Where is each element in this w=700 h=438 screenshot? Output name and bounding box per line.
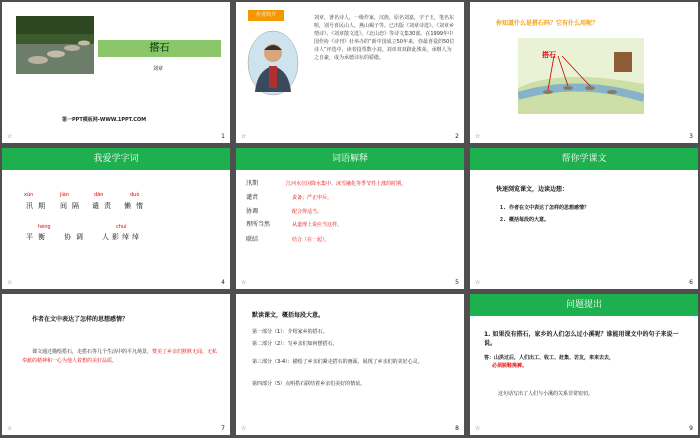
slide-6[interactable] xyxy=(470,148,698,289)
definition: 配合得适当。 xyxy=(292,209,323,215)
char: 责 xyxy=(104,202,111,210)
answer-highlight: 赞美了乡亲们默默无闻、无私奉献的精神和一心为他人着想的美好品质。 xyxy=(22,349,218,364)
slide-number: 6 xyxy=(689,279,693,286)
part-4: 第四部分（5）点明搭石联结着乡亲们美好的情谊。 xyxy=(252,381,366,387)
char: 谴 xyxy=(92,202,99,210)
slide-title: 词语解释 xyxy=(236,148,464,170)
slide-number: 2 xyxy=(455,133,459,140)
term: 联结 xyxy=(246,236,259,243)
definition: 结合（在一起）。 xyxy=(292,237,330,243)
slide-number: 1 xyxy=(221,133,225,140)
slide-title: 帮你学课文 xyxy=(470,148,698,170)
term: 谴责 xyxy=(246,194,259,201)
pinyin-dan: dān xyxy=(94,192,104,198)
question-text: 你知道什么是搭石吗？它有什么用呢？ xyxy=(496,20,599,27)
char: 间 xyxy=(60,202,67,210)
pinyin-xun: xùn xyxy=(24,192,34,198)
slide-4[interactable] xyxy=(2,148,230,289)
star-icon: ☆ xyxy=(475,133,481,140)
char: 汛 xyxy=(26,202,33,210)
slide-number: 9 xyxy=(689,425,693,432)
stepping-stones-illustration xyxy=(518,38,644,114)
slide-title: 搭石 xyxy=(149,43,170,54)
note-text: 这句话写出了人们与小溪的关系非常密切。 xyxy=(498,391,594,397)
term: 汛期 xyxy=(246,180,259,187)
author-intro-tag: 作者简介 xyxy=(248,10,284,21)
char: 懒 xyxy=(124,202,131,210)
slide-number: 4 xyxy=(221,279,225,286)
char: 惰 xyxy=(136,202,143,210)
slide-5[interactable] xyxy=(236,148,464,289)
slide-9[interactable] xyxy=(470,294,698,435)
star-icon: ☆ xyxy=(7,425,13,432)
answer-line-1: 答：山洪过后，人们出工、收工、赶集、访友，来来去去， xyxy=(484,355,615,361)
answer-plain: 课文通过描绘搭石，走搭石等几个生活中的平凡场景， xyxy=(32,349,153,355)
dashi-label: 搭石 xyxy=(542,51,556,59)
char: 期 xyxy=(38,202,45,210)
term: 理所当然 xyxy=(246,221,271,228)
question-text: 作者在文中表达了怎样的思想感情？ xyxy=(32,316,129,323)
char: 衡 xyxy=(38,233,45,241)
star-icon: ☆ xyxy=(7,133,13,140)
star-icon: ☆ xyxy=(7,279,13,286)
stepping-stones-photo xyxy=(16,16,94,74)
slide-2[interactable] xyxy=(236,2,464,143)
definition: 从道理上说应当这样。 xyxy=(292,222,343,228)
definition: 责备；严正申斥。 xyxy=(292,195,333,201)
slide-title: 问题提出 xyxy=(470,294,698,316)
author-name: 刘章 xyxy=(153,66,164,72)
slide-title: 我爱学字词 xyxy=(2,148,230,170)
slide-number: 8 xyxy=(455,425,459,432)
char: 协 xyxy=(64,233,71,241)
star-icon: ☆ xyxy=(241,425,247,432)
question-1: 1. 作者在文中表达了怎样的思想感情？ xyxy=(500,205,590,211)
author-bio: 刘章，著名诗人，一级作家，汉族，原名刘嘉，字子玉，笔名东咀，别号喜民山人。燕山褐子等。已出版《刘章诗选》、《刘章乡情诗》、《刘章散文选》、《北山恋》等诗文集30部。在1999年中国作协《诗刊》社举办的“新中国成立50年来，你最喜爱的50位诗人”评选中，读者投票数小刘。刘章双双跻此殊荣，承继人为之自豪，成为承德诗坛的骄傲。 xyxy=(314,15,455,61)
summary-heading: 默读课文，概括每段大意。 xyxy=(252,312,325,319)
slide-1[interactable] xyxy=(2,2,230,143)
slide-8[interactable] xyxy=(236,294,464,435)
author-portrait xyxy=(247,30,299,96)
part-1: 第一部分（1）：介绍家乡的搭石。 xyxy=(252,329,328,335)
slide-7[interactable] xyxy=(2,294,230,435)
char: 绰 xyxy=(132,233,139,241)
definition: 江河水位因降水集中、冰雪融化等季节性上涨的时期。 xyxy=(286,181,407,187)
char: 影 xyxy=(112,233,119,241)
question-2: 2. 概括每段的大意。 xyxy=(500,217,550,223)
star-icon: ☆ xyxy=(241,133,247,140)
pinyin-jian: jiàn xyxy=(60,192,70,198)
question-text: 1. 如果没有搭石，家乡的人们怎么过小溪呢？谁能用课文中的句子来说一说。 xyxy=(484,331,679,347)
char: 绰 xyxy=(122,233,129,241)
char: 平 xyxy=(26,233,33,241)
slide-number: 5 xyxy=(455,279,459,286)
pinyin-heng: héng xyxy=(38,224,51,230)
part-3: 第三部分（3-4）：描绘了乡亲们紧走搭石的画面，展现了乡亲们的美好心灵。 xyxy=(252,359,423,365)
reading-heading: 快速浏览课文，边读边想： xyxy=(496,186,569,193)
slide-number: 7 xyxy=(221,425,225,432)
star-icon: ☆ xyxy=(241,279,247,286)
char: 隔 xyxy=(72,202,79,210)
answer-line-2: 必须脱鞋挽裤。 xyxy=(492,363,528,369)
star-icon: ☆ xyxy=(475,425,481,432)
star-icon: ☆ xyxy=(475,279,481,286)
char: 人 xyxy=(102,233,109,241)
pinyin-duo: duò xyxy=(130,192,140,198)
term: 协调 xyxy=(246,208,259,215)
slide-number: 3 xyxy=(689,133,693,140)
char: 调 xyxy=(76,233,83,241)
answer-text xyxy=(22,348,222,366)
footer-text: 第一PPT模板网-WWW.1PPT.COM xyxy=(62,117,147,123)
slide-3[interactable] xyxy=(470,2,698,143)
pinyin-chui: chuí xyxy=(116,224,127,230)
part-2: 第二部分（2）：写乡亲们如何摆搭石。 xyxy=(252,341,338,347)
